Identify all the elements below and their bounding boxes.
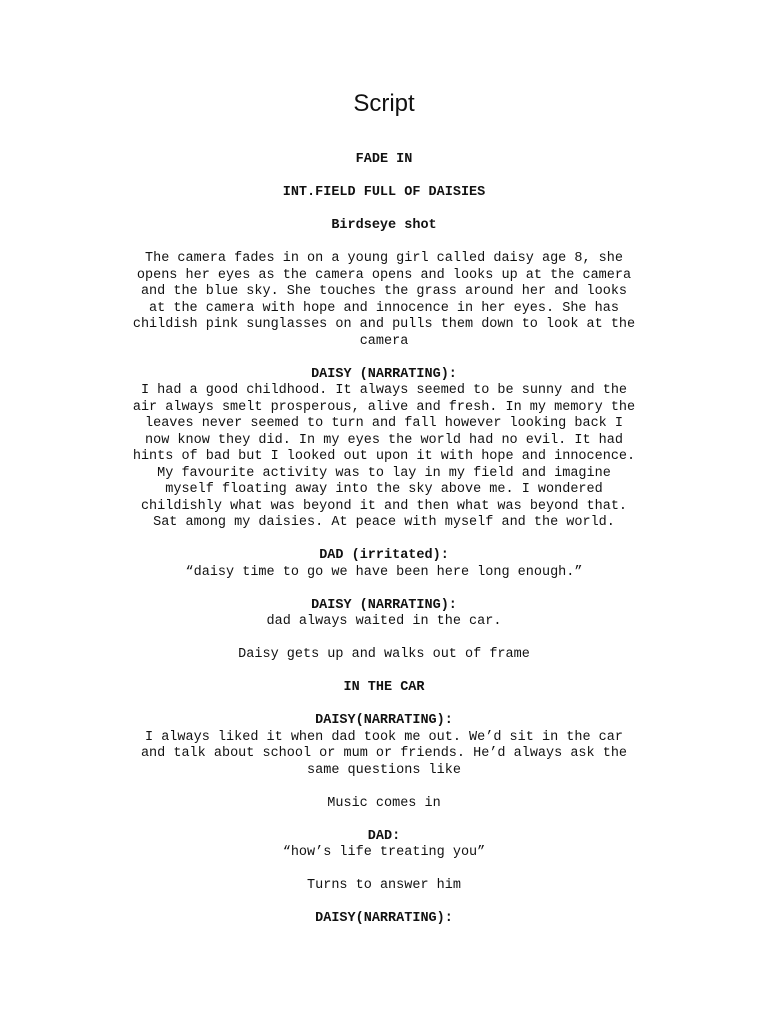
- dialogue-line: I had a good childhood. It always seemed to be sunny and the: [140, 383, 628, 398]
- dialogue-block: [60, 598, 708, 631]
- dialogue-line: My favourite activity was to lay in my field and imagine: [157, 465, 611, 481]
- scene-heading: [60, 152, 708, 169]
- action-line: childish pink sunglasses on and pulls them down to look at the: [132, 317, 636, 332]
- scene-heading: [60, 185, 708, 202]
- dialogue-line: same questions like: [307, 762, 461, 778]
- action-line: Music comes in: [327, 795, 441, 811]
- dialogue-block: [60, 911, 708, 928]
- scene-heading: [60, 218, 708, 235]
- character-name: DAISY(NARRATING):: [315, 713, 453, 728]
- dialogue-line: leaves never seemed to turn and fall however looking back I: [145, 416, 623, 431]
- action-block: [60, 878, 708, 895]
- action-block: [60, 251, 708, 350]
- character-name: DAD (irritated):: [319, 548, 449, 563]
- heading-text: IN THE CAR: [343, 680, 425, 695]
- dialogue-line: childishly what was beyond it and then what was beyond that.: [140, 498, 628, 514]
- dialogue-line: and talk about school or mum or friends. He’d always ask the: [140, 746, 628, 761]
- action-line: The camera fades in on a young girl called daisy age 8, she: [145, 251, 623, 266]
- dialogue-line: air always smelt prosperous, alive and fresh. In my memory the: [132, 399, 636, 415]
- character-name: DAISY (NARRATING):: [311, 597, 457, 613]
- dialogue-block: [60, 367, 708, 532]
- action-line: camera: [359, 333, 409, 349]
- character-name: DAD:: [367, 828, 401, 844]
- action-line: and the blue sky. She touches the grass around her and looks: [140, 284, 628, 299]
- heading-text: Birdseye shot: [331, 218, 437, 233]
- heading-text: FADE IN: [355, 152, 413, 167]
- action-line: at the camera with hope and innocence in her eyes. She has: [149, 300, 619, 316]
- action-block: [60, 647, 708, 664]
- dialogue-line: Sat among my daisies. At peace with myself and the world.: [153, 515, 615, 530]
- script-body: [60, 152, 708, 944]
- dialogue-block: [60, 829, 708, 862]
- character-name: DAISY (NARRATING):: [311, 366, 457, 382]
- character-name: DAISY(NARRATING):: [315, 911, 453, 926]
- dialogue-line: myself floating away into the sky above me. I wondered: [165, 482, 603, 497]
- dialogue-block: [60, 713, 708, 779]
- scene-heading: [60, 680, 708, 697]
- action-line: opens her eyes as the camera opens and looks up at the camera: [136, 267, 632, 283]
- dialogue-line: hints of bad but I looked out upon it with hope and innocence.: [132, 449, 636, 464]
- heading-text: INT.FIELD FULL OF DAISIES: [282, 185, 486, 200]
- action-line: Daisy gets up and walks out of frame: [238, 647, 530, 662]
- page-title: Script: [353, 90, 415, 117]
- dialogue-line: dad always waited in the car.: [266, 614, 502, 629]
- dialogue-line: “how’s life treating you”: [282, 845, 486, 860]
- dialogue-line: I always liked it when dad took me out. We’d sit in the car: [145, 729, 623, 745]
- dialogue-line: “daisy time to go we have been here long enough.”: [185, 564, 583, 580]
- dialogue-line: now know they did. In my eyes the world had no evil. It had: [145, 432, 623, 448]
- dialogue-block: [60, 548, 708, 581]
- action-line: Turns to answer him: [307, 878, 461, 893]
- action-block: [60, 796, 708, 813]
